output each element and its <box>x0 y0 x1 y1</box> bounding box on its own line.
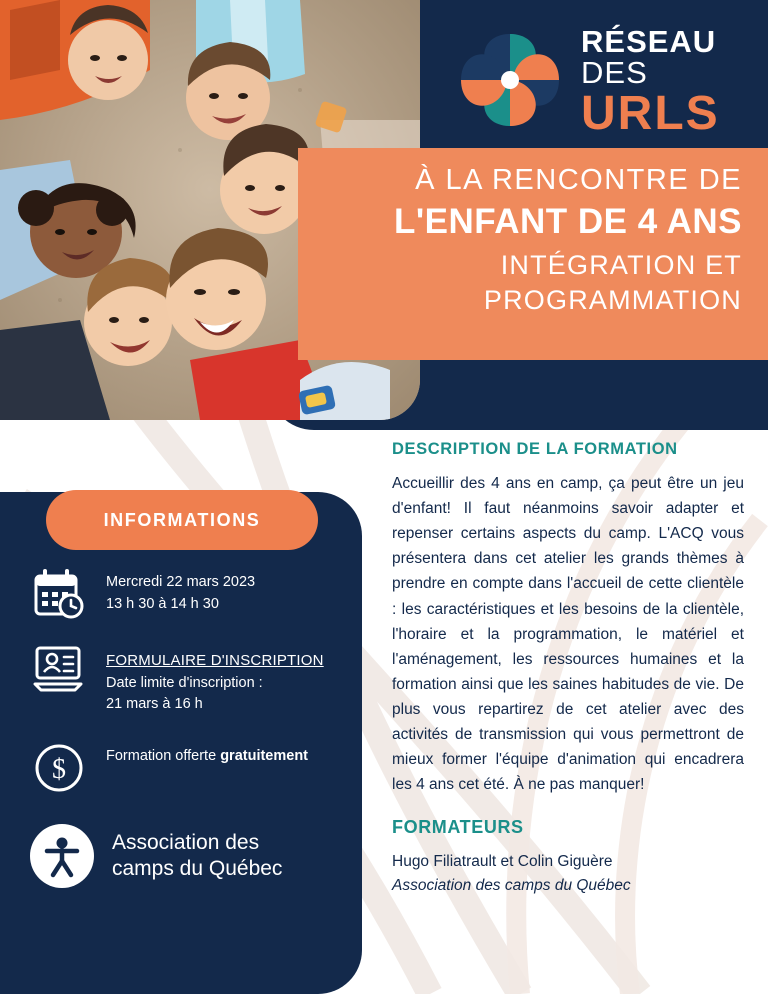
info-row-registration <box>0 646 362 716</box>
info-row-price <box>0 742 362 794</box>
brand-logo <box>455 22 768 138</box>
info-row-date <box>0 568 362 620</box>
acq-person-icon <box>30 824 94 888</box>
info-price-text <box>106 742 308 768</box>
info-date-line2: 13 h 30 à 14 h 30 <box>106 595 219 612</box>
formateurs-names: Hugo Filiatrault et Colin Giguère <box>392 853 613 871</box>
title-line-3: INTÉGRATION ET <box>500 250 742 280</box>
calendar-clock-icon <box>30 568 88 620</box>
description-heading: DESCRIPTION DE LA FORMATION <box>392 440 678 458</box>
association-name <box>112 830 282 881</box>
association-name-line1: Association des <box>112 831 260 855</box>
svg-text:$: $ <box>52 754 66 785</box>
title-line-2: L'ENFANT DE 4 ANS <box>393 202 742 242</box>
title-line-4: PROGRAMMATION <box>483 285 742 316</box>
informations-pill-label: INFORMATIONS <box>103 509 261 530</box>
info-rows <box>0 568 362 888</box>
poster-title-band <box>298 148 768 360</box>
registration-form-icon <box>30 646 88 694</box>
brand-line2: URLS <box>581 87 720 140</box>
brand-line1-primary: RÉSEAU <box>581 24 717 59</box>
registration-deadline-value: 21 mars à 16 h <box>106 696 203 713</box>
price-prefix: Formation offerte <box>106 748 221 764</box>
title-line-1: À LA RENCONTRE DE <box>415 164 742 196</box>
info-date-text <box>106 568 255 616</box>
association-name-line2: camps du Québec <box>112 857 283 880</box>
description-body: Accueillir des 4 ans en camp, ça peut être un jeu d'enfant! Il faut néanmoins savoir adapter et repenser certains aspects du camp. L'ACQ vous présentera dans cet atelier les grands thèmes à prendre en compte dans l'accueil de cette clientèle : les caractéristiques et les besoins de la clientèle, l'horaire et la programmation, le matériel et l'aménagement, les ressources humaines et la formation ainsi que les saines habitudes de vie. De plus vous repartirez de cet atelier avec des activités de transmission qui vous permettront de mieux former l'équipe d'animation qui encadrera les 4 ans cet été. À ne pas manquer! <box>392 475 744 794</box>
registration-form-link[interactable]: FORMULAIRE D'INSCRIPTION <box>106 652 324 669</box>
association-row <box>0 824 362 888</box>
info-date-line1: Mercredi 22 mars 2023 <box>106 574 256 590</box>
flower-logo-icon <box>455 28 565 132</box>
formateurs-block <box>392 850 744 898</box>
formateurs-organisation: Association des camps du Québec <box>392 877 631 895</box>
registration-deadline-label: Date limite d'inscription : <box>106 674 263 691</box>
brand-wordmark <box>581 22 768 138</box>
informations-pill <box>46 490 318 550</box>
dollar-circle-icon <box>30 742 88 794</box>
formateurs-heading: FORMATEURS <box>392 817 524 838</box>
info-registration-text <box>106 646 324 716</box>
right-text-column <box>392 440 744 898</box>
price-bold: gratuitement <box>220 748 309 764</box>
brand-line1-secondary: DES <box>581 55 648 90</box>
